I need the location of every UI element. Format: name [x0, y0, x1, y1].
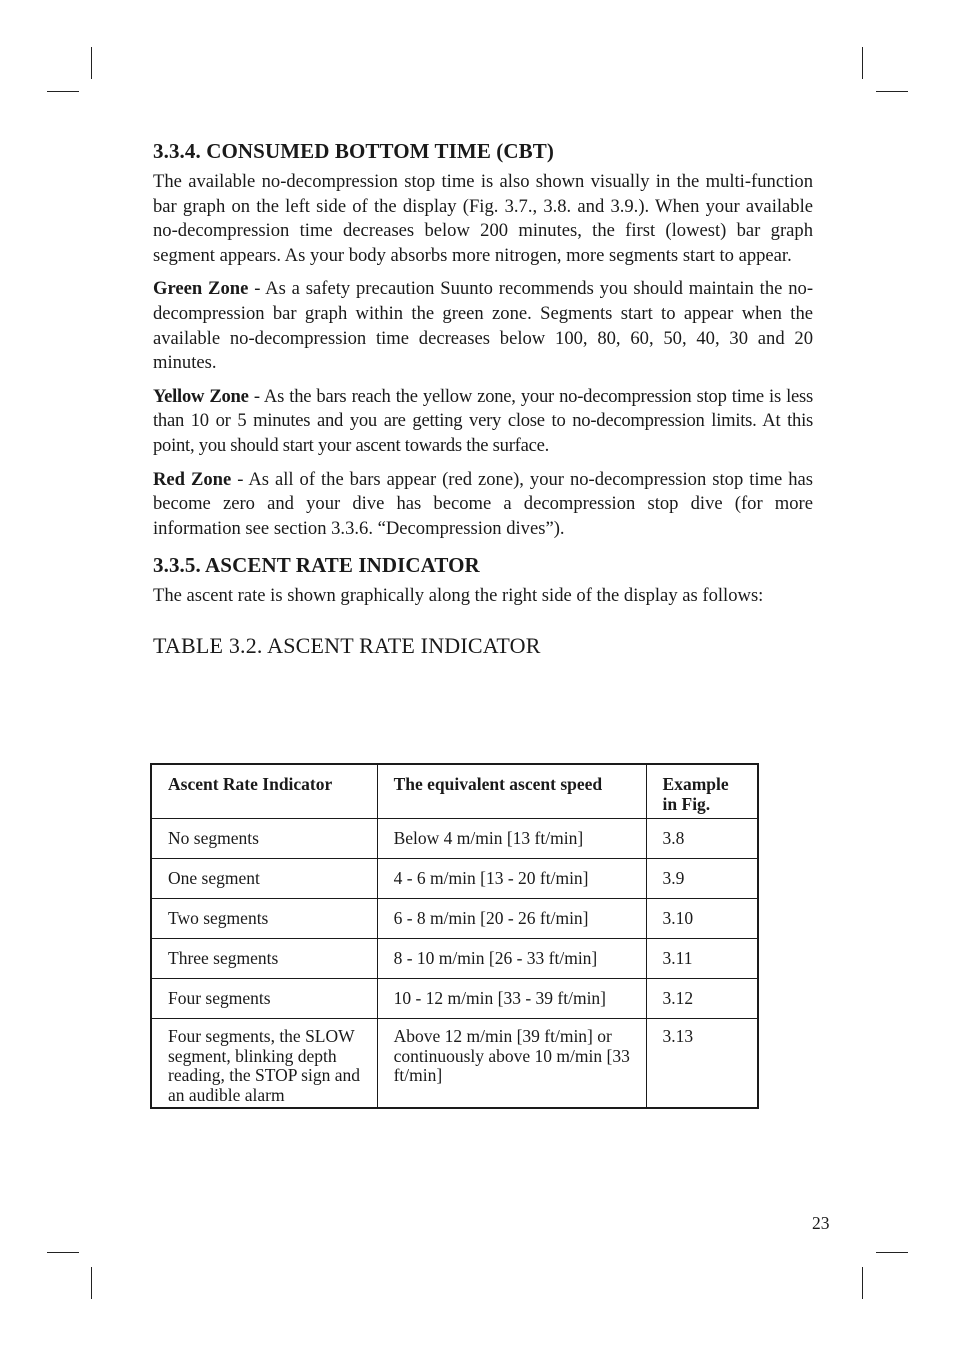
table-cell: 6 - 8 m/min [20 - 26 ft/min] [377, 899, 646, 939]
table-cell: Below 4 m/min [13 ft/min] [377, 819, 646, 859]
table-row [151, 939, 758, 979]
table-cell: 3.11 [646, 939, 758, 979]
table-cell: 4 - 6 m/min [13 - 20 ft/min] [377, 859, 646, 899]
table-cell: 8 - 10 m/min [26 - 33 ft/min] [377, 939, 646, 979]
section-heading-ascent-rate: 3.3.5. ASCENT RATE INDICATOR [153, 553, 480, 578]
yellow-zone-paragraph [153, 385, 813, 459]
table-cell: 3.12 [646, 979, 758, 1019]
table-cell: Above 12 m/min [39 ft/min] or continuously above 10 m/min [33 ft/min] [377, 1019, 646, 1109]
table-cell: Three segments [151, 939, 377, 979]
ascent-rate-table [150, 763, 759, 1109]
crop-mark [876, 91, 908, 92]
red-zone-paragraph [153, 468, 813, 542]
table-cell: 3.8 [646, 819, 758, 859]
green-zone-term: Green Zone [153, 278, 249, 300]
table-cell: 3.10 [646, 899, 758, 939]
page-content [153, 136, 813, 661]
green-zone-paragraph [153, 277, 813, 375]
table-cell: 3.13 [646, 1019, 758, 1109]
red-zone-text: - As all of the bars appear (red zone), your no-decompression stop time has become zero and your dive has become a decompression stop dive (for more information see section 3.3.6. “Decompression dives”). [153, 468, 813, 539]
ascent-intro-paragraph: The ascent rate is shown graphically along the right side of the display as follows: [153, 585, 764, 607]
column-header-ascent-speed: The equivalent ascent speed [377, 764, 646, 819]
table-row [151, 859, 758, 899]
table-row [151, 899, 758, 939]
yellow-zone-term: Yellow Zone [153, 385, 249, 407]
cbt-intro-paragraph: The available no-decompression stop time is also shown visually in the multi-function bar graph on the left side of the display (Fig. 3.7., 3.8. and 3.9.). When your available no-decompression time decreases below 200 minutes, the first (lowest) bar graph segment appears. As your body absorbs more nitrogen, more segments start to appear. [153, 171, 813, 266]
crop-mark [47, 1252, 79, 1253]
table-cell: No segments [151, 819, 377, 859]
table-title: TABLE 3.2. ASCENT RATE INDICATOR [153, 632, 541, 658]
table-cell: One segment [151, 859, 377, 899]
table-cell: 3.9 [646, 859, 758, 899]
section-heading-cbt: 3.3.4. CONSUMED BOTTOM TIME (CBT) [153, 139, 554, 163]
table-cell: Four segments [151, 979, 377, 1019]
green-zone-text: - As a safety precaution Suunto recommends you should maintain the no-decompression bar graph within the green zone. Segments start to appear when the available no-decompression time decreases below 100, 80, 60, 50, 40, 30 and 20 minutes. [153, 278, 814, 374]
crop-mark [91, 47, 92, 79]
column-header-indicator: Ascent Rate Indicator [151, 764, 377, 819]
table-row [151, 819, 758, 859]
table-row [151, 1019, 758, 1109]
table-row [151, 979, 758, 1019]
column-header-example-fig: Example in Fig. [646, 764, 758, 819]
crop-mark [47, 91, 79, 92]
table-cell: Four segments, the SLOW segment, blinking depth reading, the STOP sign and an audible alarm [151, 1019, 377, 1109]
yellow-zone-text: - As the bars reach the yellow zone, your no-decompression stop time is less than 10 or 5 minutes and you are getting very close to no-decompression limits. At this point, you should start your ascent towards the surface. [153, 385, 813, 456]
crop-mark [862, 1267, 863, 1299]
table-cell: Two segments [151, 899, 377, 939]
crop-mark [91, 1267, 92, 1299]
table-header-row [151, 764, 758, 819]
crop-mark [862, 47, 863, 79]
red-zone-term: Red Zone [153, 468, 232, 490]
table-cell: 10 - 12 m/min [33 - 39 ft/min] [377, 979, 646, 1019]
page-number: 23 [812, 1213, 830, 1233]
crop-mark [876, 1252, 908, 1253]
